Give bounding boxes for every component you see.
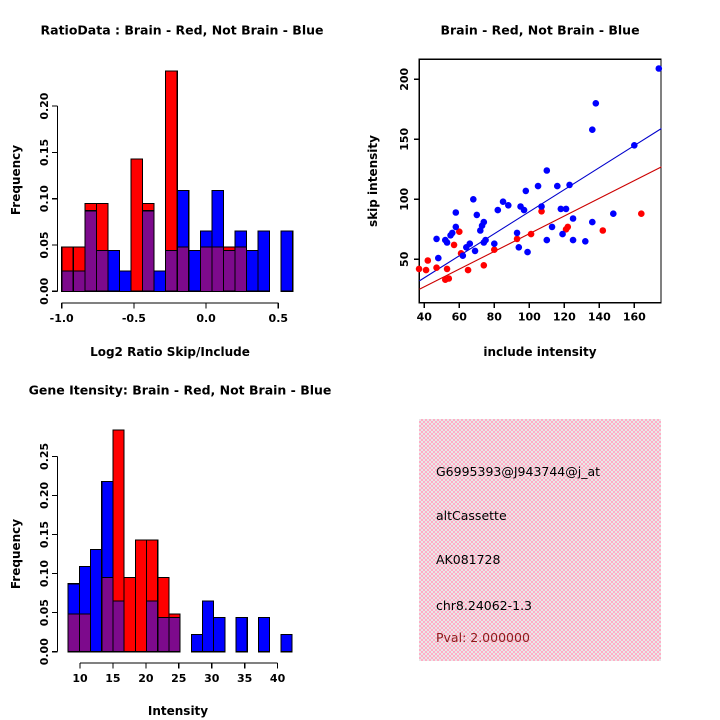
x-tick-label: -0.5 bbox=[121, 312, 146, 325]
y-tick-label: 0.20 bbox=[38, 92, 51, 120]
hist-bar-overlap bbox=[102, 577, 113, 651]
intensity-scatter-title: Brain - Red, Not Brain - Blue bbox=[440, 22, 640, 38]
intensity-scatter-canvas bbox=[360, 0, 720, 360]
scatter-point-blue bbox=[460, 252, 467, 259]
info-probe-id: G6995393@J943744@j_at bbox=[436, 464, 601, 479]
y-tick-label: 100 bbox=[397, 187, 411, 211]
ratio-histogram-ylabel: Frequency bbox=[9, 144, 23, 216]
intensity-scatter-xlabel: include intensity bbox=[483, 345, 597, 359]
scatter-point-red bbox=[444, 266, 451, 273]
info-event-type: altCassette bbox=[436, 508, 507, 523]
scatter-point-red bbox=[446, 275, 453, 282]
y-tick-label: 0.15 bbox=[38, 520, 51, 549]
x-tick-label: 15 bbox=[105, 672, 121, 685]
scatter-point-blue bbox=[453, 209, 460, 216]
y-tick-label: 0.00 bbox=[38, 638, 51, 666]
hist-bar-overlap bbox=[147, 601, 158, 652]
scatter-point-blue bbox=[444, 239, 451, 246]
scatter-point-red bbox=[565, 224, 572, 231]
scatter-point-blue bbox=[566, 182, 573, 189]
hist-bar-overlap bbox=[62, 271, 74, 291]
x-tick-label: 0.5 bbox=[268, 312, 289, 325]
scatter-point-red bbox=[451, 242, 458, 249]
hist-bar-overlap bbox=[113, 601, 124, 652]
scatter-point-blue bbox=[524, 249, 531, 256]
hist-bar-blue bbox=[91, 549, 102, 651]
hist-bar-overlap bbox=[73, 271, 85, 291]
y-tick-label: 0.15 bbox=[38, 138, 51, 166]
x-tick-label: 0.0 bbox=[196, 312, 216, 325]
y-tick-label: 0.00 bbox=[38, 277, 51, 305]
scatter-point-blue bbox=[631, 142, 638, 149]
y-tick-label: 0.10 bbox=[38, 185, 51, 213]
y-tick-label: 50 bbox=[397, 251, 411, 267]
scatter-point-blue bbox=[582, 238, 589, 245]
scatter-point-blue bbox=[467, 240, 474, 247]
scatter-point-blue bbox=[472, 248, 479, 255]
hist-bar-blue bbox=[191, 635, 202, 652]
gene-intensity-histogram-ylabel: Frequency bbox=[9, 518, 23, 590]
scatter-point-blue bbox=[593, 100, 600, 107]
event-info-panel bbox=[419, 419, 661, 661]
ratio-histogram-xlabel: Log2 Ratio Skip/Include bbox=[90, 345, 250, 359]
panel-gene-intensity-histogram bbox=[0, 360, 360, 720]
scatter-point-blue bbox=[610, 210, 617, 217]
panel-intensity-scatter bbox=[360, 0, 720, 360]
scatter-point-red bbox=[423, 267, 430, 274]
scatter-point-red bbox=[514, 236, 521, 243]
info-pval: Pval: 2.000000 bbox=[436, 630, 530, 645]
hist-bar-blue bbox=[189, 251, 201, 292]
hist-bar-overlap bbox=[68, 614, 79, 652]
hist-bar-red bbox=[135, 540, 146, 652]
x-tick-label: 20 bbox=[138, 672, 154, 685]
y-tick-label: 0.05 bbox=[38, 599, 51, 627]
scatter-point-blue bbox=[516, 244, 523, 251]
scatter-point-red bbox=[433, 264, 440, 271]
x-tick-label: 25 bbox=[171, 672, 187, 685]
scatter-point-blue bbox=[544, 167, 551, 174]
scatter-point-blue bbox=[470, 196, 477, 203]
scatter-point-blue bbox=[559, 231, 566, 238]
hist-bar-blue bbox=[247, 251, 259, 292]
scatter-point-blue bbox=[449, 230, 456, 237]
scatter-point-blue bbox=[535, 183, 542, 190]
hist-bar-overlap bbox=[158, 617, 169, 651]
scatter-point-blue bbox=[656, 65, 663, 72]
hist-bar-blue bbox=[258, 617, 269, 651]
hist-bar-overlap bbox=[96, 251, 108, 292]
hist-bar-overlap bbox=[235, 247, 247, 291]
hist-bar-overlap bbox=[85, 211, 97, 292]
scatter-point-red bbox=[491, 246, 498, 253]
scatter-point-blue bbox=[589, 219, 596, 226]
scatter-point-red bbox=[600, 227, 607, 234]
x-tick-label: 35 bbox=[236, 672, 253, 685]
hist-bar-blue bbox=[281, 635, 292, 652]
y-tick-label: 0.10 bbox=[38, 559, 51, 588]
ratio-histogram-title: RatioData : Brain - Red, Not Brain - Blue bbox=[40, 22, 324, 38]
scatter-point-blue bbox=[523, 188, 530, 195]
hist-bar-blue bbox=[258, 231, 270, 291]
gene-intensity-histogram-xlabel: Intensity bbox=[147, 704, 209, 718]
y-tick-label: 0.25 bbox=[38, 442, 51, 470]
scatter-point-blue bbox=[435, 255, 442, 262]
scatter-point-blue bbox=[589, 126, 596, 133]
x-tick-label: 140 bbox=[587, 310, 611, 324]
hist-bar-red bbox=[124, 577, 135, 651]
scatter-point-blue bbox=[538, 203, 545, 210]
scatter-point-blue bbox=[474, 212, 481, 219]
scatter-point-blue bbox=[491, 240, 498, 247]
hist-bar-overlap bbox=[169, 617, 180, 651]
intensity-scatter-ylabel: skip intensity bbox=[366, 135, 380, 227]
x-tick-label: 100 bbox=[517, 310, 541, 324]
plot-box bbox=[419, 59, 661, 302]
scatter-point-blue bbox=[521, 207, 528, 214]
hist-bar-blue bbox=[119, 271, 131, 291]
scatter-point-blue bbox=[563, 206, 570, 213]
scatter-point-blue bbox=[554, 183, 561, 190]
hist-bar-blue bbox=[202, 601, 213, 652]
scatter-point-red bbox=[481, 262, 488, 269]
scatter-point-blue bbox=[482, 237, 489, 244]
y-tick-label: 0.05 bbox=[38, 231, 51, 259]
hist-bar-overlap bbox=[212, 247, 224, 291]
hist-bar-blue bbox=[108, 251, 120, 292]
y-tick-label: 150 bbox=[397, 127, 411, 151]
x-tick-label: 160 bbox=[622, 310, 646, 324]
scatter-point-red bbox=[425, 257, 432, 264]
scatter-point-red bbox=[638, 210, 645, 217]
scatter-point-blue bbox=[481, 219, 488, 226]
scatter-point-blue bbox=[453, 224, 460, 231]
info-accession: AK081728 bbox=[436, 552, 501, 567]
scatter-point-red bbox=[528, 231, 535, 238]
hist-bar-overlap bbox=[143, 211, 155, 292]
info-locus: chr8.24062-1.3 bbox=[436, 598, 533, 613]
scatter-point-blue bbox=[570, 215, 577, 222]
panel-ratio-histogram bbox=[0, 0, 360, 360]
gene-intensity-histogram-canvas bbox=[0, 360, 360, 720]
y-tick-label: 200 bbox=[397, 67, 411, 91]
scatter-point-blue bbox=[570, 237, 577, 244]
x-tick-label: 10 bbox=[72, 672, 88, 685]
hist-bar-overlap bbox=[177, 247, 189, 291]
hist-bar-blue bbox=[236, 617, 247, 651]
hist-bar-blue bbox=[154, 271, 166, 291]
scatter-point-blue bbox=[495, 207, 502, 214]
scatter-point-blue bbox=[505, 202, 512, 209]
x-tick-label: 120 bbox=[552, 310, 576, 324]
hist-bar-overlap bbox=[79, 614, 90, 652]
scatter-point-blue bbox=[433, 236, 440, 243]
hist-bar-blue bbox=[214, 617, 225, 651]
scatter-point-red bbox=[465, 267, 472, 274]
x-tick-label: -1.0 bbox=[49, 312, 74, 325]
hist-bar-red bbox=[131, 159, 143, 291]
x-tick-label: 40 bbox=[416, 310, 432, 324]
scatter-point-red bbox=[416, 266, 423, 273]
hist-bar-blue bbox=[281, 231, 293, 291]
y-tick-label: 0.20 bbox=[38, 481, 51, 510]
hist-bar-overlap bbox=[223, 251, 235, 292]
x-tick-label: 40 bbox=[269, 672, 286, 685]
x-tick-label: 80 bbox=[486, 310, 502, 324]
scatter-point-blue bbox=[514, 230, 521, 237]
ratio-histogram-canvas bbox=[0, 0, 360, 360]
hist-bar-overlap bbox=[166, 251, 178, 292]
x-tick-label: 30 bbox=[204, 672, 220, 685]
scatter-point-blue bbox=[544, 237, 551, 244]
scatter-point-blue bbox=[549, 224, 556, 231]
hist-bar-overlap bbox=[200, 247, 212, 291]
gene-intensity-histogram-title: Gene Itensity: Brain - Red, Not Brain - Blue bbox=[28, 382, 332, 398]
x-tick-label: 60 bbox=[451, 310, 467, 324]
